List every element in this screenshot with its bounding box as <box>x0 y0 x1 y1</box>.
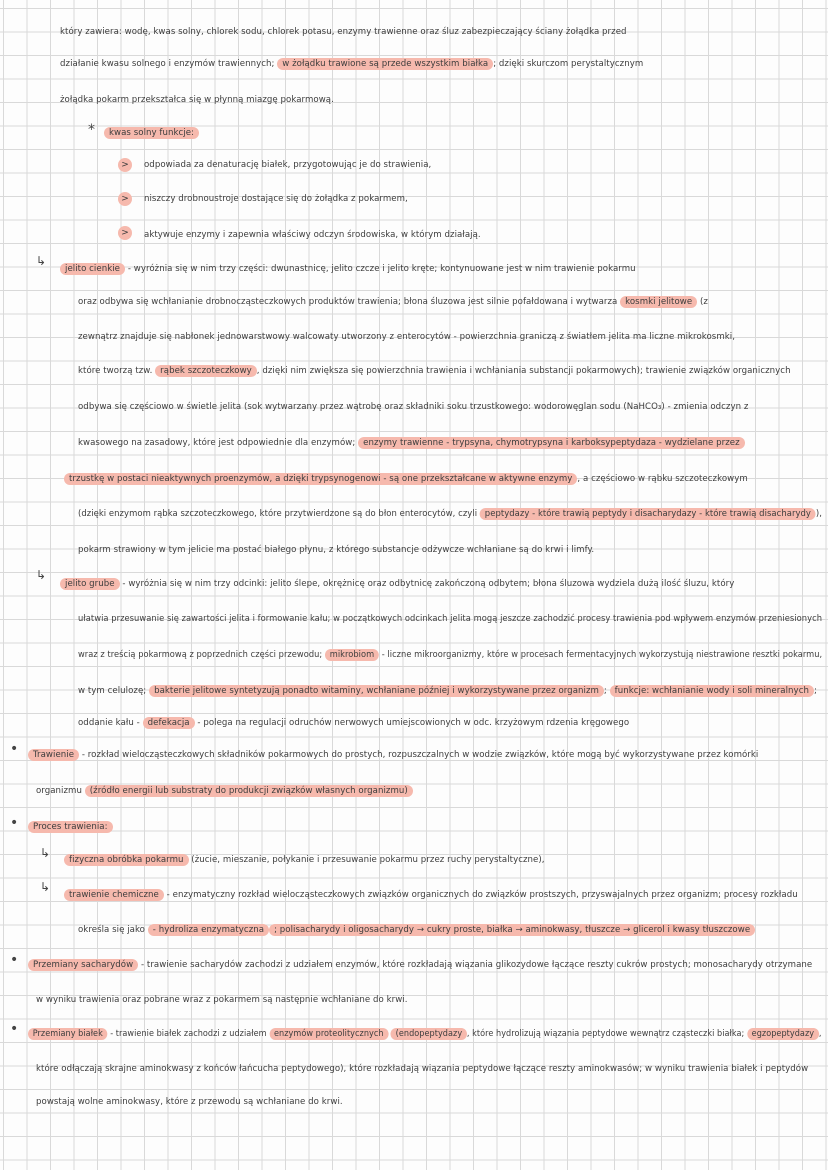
text: oraz odbywa się wchłanianie drobnocząsteczkowych produktów trawienia; błona śluzowa jest silnie pofałdowana i wytwarza <box>78 297 618 307</box>
text: pokarm strawiony w tym jelicie ma postać białego płynu, z którego substancje odżywcze wchłaniane są do krwi i limfy. <box>78 545 595 555</box>
note-line <box>78 330 735 344</box>
note-line <box>144 228 481 242</box>
text: określa się jako <box>78 925 145 935</box>
text: , które hydrolizują wiązania peptydowe wewnątrz cząsteczki białka; <box>466 1029 745 1039</box>
text: kwasowego na zasadowy, które jest odpowiednie dla enzymów; <box>78 438 356 448</box>
bullet-icon: • <box>10 952 19 968</box>
highlight: kwas solny funkcje: <box>104 127 199 139</box>
text: odpowiada za denaturację białek, przygotowując je do strawienia, <box>144 160 432 170</box>
note-line <box>78 923 755 937</box>
note-line <box>78 716 629 730</box>
text: oddanie kału - <box>78 718 140 728</box>
note-line <box>64 472 748 486</box>
note-line <box>60 577 734 591</box>
text: - trawienie białek zachodzi z udziałem <box>110 1029 267 1039</box>
bullet-icon: • <box>10 741 19 757</box>
text: - rozkład wielocząsteczkowych składników pokarmowych do prostych, rozpuszczalnych w wodzie związków, które mogą być wykorzystywane przez komórki <box>81 750 759 760</box>
highlight: funkcje: wchłanianie wody i soli mineralnych <box>610 685 814 697</box>
highlight: egzopeptydazy <box>747 1028 819 1040</box>
note-line <box>60 93 334 107</box>
note-line <box>28 1027 821 1041</box>
arrow-icon: ↳ <box>36 254 47 268</box>
note-line <box>144 158 431 172</box>
text: , dzięki nim zwiększa się powierzchnia trawienia i wchłaniania substancji pokarmowych); trawienie związków organicznych <box>256 366 791 376</box>
text: ułatwia przesuwanie się zawartości jelita i formowanie kału; w początkowych odcinkach jelita mogą jeszcze zachodzić procesy trawienia pod wpływem enzymów przeniesionych <box>78 614 823 624</box>
note-line <box>60 262 636 276</box>
text: - polega na regulacji odruchów nerwowych umiejscowionych w odc. krzyżowym rdzenia kręgowego <box>197 718 630 728</box>
text: ; <box>813 686 817 696</box>
text: zewnątrz znajduje się nabłonek jednowarstwowy walcowaty utworzony z enterocytów - powierzchnia graniczą z światłem jelita ma liczne mikrokosmki, <box>78 332 735 342</box>
text: (dzięki enzymom rąbka szczoteczkowego, które przytwierdzone są do błon enterocytów, czyli <box>78 509 478 519</box>
bullet-icon: • <box>10 1021 19 1037</box>
highlight: Przemiany sacharydów <box>28 959 138 971</box>
note-line <box>64 853 545 867</box>
highlight: enzymy trawienne - trypsyna, chymotrypsyna i karboksypeptydaza - wydzielane przez <box>358 437 745 449</box>
note-line <box>78 436 745 450</box>
text: w tym celulozę; <box>78 686 147 696</box>
chevron-right-icon: > <box>118 158 132 172</box>
note-line <box>28 958 812 972</box>
text: który zawiera: wodę, kwas solny, chlorek sodu, chlorek potasu, enzymy trawienne oraz śluz zabezpieczający ściany żołądka przed <box>60 27 627 37</box>
highlight: rąbek szczoteczkowy <box>155 365 257 377</box>
highlight: trzustkę w postaci nieaktywnych proenzymów, a dzięki trypsynogenowi - są one przekształcane w aktywne enzymy <box>64 473 577 485</box>
text: (z <box>699 297 708 307</box>
highlight: Przemiany białek <box>28 1028 108 1040</box>
note-line <box>78 612 822 626</box>
highlight: trawienie chemiczne <box>64 889 164 901</box>
highlight: w żołądku trawione są przede wszystkim białka <box>277 58 493 70</box>
note-line <box>36 1062 808 1076</box>
text: które tworzą tzw. <box>78 366 153 376</box>
note-line <box>28 748 758 762</box>
highlight: ; polisacharydy i oligosacharydy → cukry proste, białka → aminokwasy, tłuszcze → glicerol i kwasy tłuszczowe <box>269 924 755 936</box>
arrow-icon: ↳ <box>40 846 51 860</box>
note-line <box>78 507 822 521</box>
chevron-right-icon: > <box>118 226 132 240</box>
text: - liczne mikroorganizmy, które w procesach fermentacyjnych wykorzystują niestrawione resztki pokarmu, <box>381 650 823 660</box>
highlight: fizyczna obróbka pokarmu <box>64 854 189 866</box>
text: - wyróżnia się w nim trzy części: dwunastnicę, jelito czcze i jelito kręte; kontynuowane jest w nim trawienie pokarmu <box>127 264 636 274</box>
note-line <box>144 192 408 206</box>
highlight: (endopeptydazy <box>391 1028 467 1040</box>
highlight: defekacja <box>143 717 195 729</box>
note-line <box>78 364 791 378</box>
arrow-icon: ↳ <box>40 880 51 894</box>
note-line <box>60 57 643 71</box>
text: które odłączają skrajne aminokwasy z końców łańcucha peptydowego), które rozkładają wiązania peptydowe łączące reszty aminokwasów; w wyniku trawienia białek i peptydów <box>36 1064 809 1074</box>
highlight: jelito grube <box>60 578 120 590</box>
chevron-right-icon: > <box>118 192 132 206</box>
text: ; <box>603 686 607 696</box>
text: aktywuje enzymy i zapewnia właściwy odczyn środowiska, w którym działają. <box>144 230 481 240</box>
bullet-icon: • <box>10 815 19 831</box>
note-line <box>78 543 594 557</box>
highlight: Trawienie <box>28 749 79 761</box>
text: żołądka pokarm przekształca się w płynną miazgę pokarmową. <box>60 95 334 105</box>
text: ; dzięki skurczom perystaltycznym <box>493 59 644 69</box>
arrow-icon: ↳ <box>36 568 47 582</box>
text: działanie kwasu solnego i enzymów trawiennych; <box>60 59 275 69</box>
highlight: enzymów proteolitycznych <box>269 1028 388 1040</box>
text: - enzymatyczny rozkład wielocząsteczkowych związków organicznych do związków prostszych, przyswajalnych przez organizm; procesy rozkładu <box>166 890 798 900</box>
note-line <box>78 684 817 698</box>
text: niszczy drobnoustroje dostające się do żołądka z pokarmem, <box>144 194 408 204</box>
text: wraz z treścią pokarmową z poprzednich części przewodu; <box>78 650 323 660</box>
note-line <box>64 888 798 902</box>
text: ), <box>815 509 822 519</box>
highlight: peptydazy - które trawią peptydy i disacharydazy - które trawią disacharydy <box>480 508 816 520</box>
text: (żucie, mieszanie, połykanie i przesuwanie pokarmu przez ruchy perystaltyczne), <box>191 855 545 865</box>
text: odbywa się częściowo w świetle jelita (sok wytwarzany przez wątrobę oraz składniki soku trzustkowego: wodorowęglan sodu (NaHCO₃) - zmienia odczyn z <box>78 402 749 412</box>
note-line <box>60 25 627 39</box>
note-line <box>36 1095 343 1109</box>
highlight: kosmki jelitowe <box>620 296 697 308</box>
highlight: (źródło energii lub substraty do produkcji związków własnych organizmu) <box>85 785 413 797</box>
note-line <box>36 784 413 798</box>
highlight: jelito cienkie <box>60 263 125 275</box>
text: organizmu <box>36 786 82 796</box>
note-line <box>28 820 113 834</box>
text: , <box>818 1029 822 1039</box>
note-line <box>78 400 748 414</box>
text: , a częściowo w rąbku szczoteczkowym <box>577 474 748 484</box>
text: w wyniku trawienia oraz pobrane wraz z pokarmem są następnie wchłaniane do krwi. <box>36 995 408 1005</box>
text: powstają wolne aminokwasy, które z przewodu są wchłaniane do krwi. <box>36 1097 343 1107</box>
asterisk-icon: * <box>88 122 95 138</box>
note-line <box>36 993 408 1007</box>
highlight: mikrobiom <box>325 649 379 661</box>
text: - trawienie sacharydów zachodzi z udziałem enzymów, które rozkładają wiązania glikozydowe łączące reszty cukrów prostych; monosacharydy otrzymane <box>141 960 813 970</box>
note-line <box>78 295 708 309</box>
note-line <box>104 126 199 140</box>
note-line <box>78 648 822 662</box>
highlight: Proces trawienia: <box>28 821 113 833</box>
highlight: - hydroliza enzymatyczna <box>148 924 269 936</box>
highlight: bakterie jelitowe syntetyzują ponadto witaminy, wchłaniane później i wykorzystywane przez organizm <box>149 685 604 697</box>
text: - wyróżnia się w nim trzy odcinki: jelito ślepe, okrężnicę oraz odbytnicę zakończoną odbytem; błona śluzowa wydziela dużą ilość śluzu, który <box>122 579 735 589</box>
